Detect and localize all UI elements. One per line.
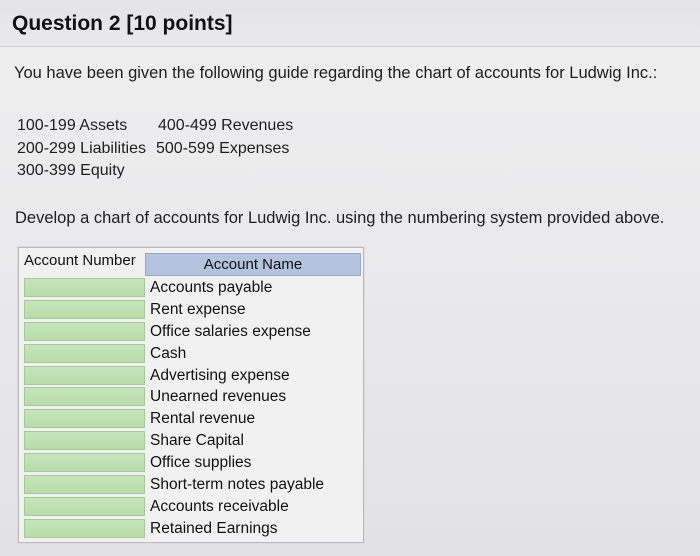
- table-row: [21, 408, 361, 430]
- table-row: [21, 343, 361, 365]
- account-name: Rental revenue: [150, 410, 256, 428]
- account-number-input[interactable]: [24, 300, 145, 319]
- account-name: Office supplies: [150, 454, 252, 472]
- table-row: [21, 430, 361, 452]
- range-expenses: 500-599 Expenses: [156, 139, 290, 157]
- table-row: [21, 321, 361, 343]
- header-account-name: Account Name: [145, 253, 361, 276]
- table-row: [21, 277, 361, 299]
- account-number-input[interactable]: [24, 409, 145, 428]
- account-number-input[interactable]: [24, 497, 145, 516]
- account-name: Retained Earnings: [150, 519, 278, 537]
- range-assets: 100-199 Assets: [17, 117, 128, 134]
- range-revenues: 400-499 Revenues: [158, 117, 294, 134]
- intro-text: You have been given the following guide regarding the chart of accounts for Ludwig Inc.:: [14, 64, 658, 82]
- account-number-input[interactable]: [24, 344, 145, 363]
- account-name: Rent expense: [150, 300, 246, 318]
- account-name: Advertising expense: [150, 366, 290, 384]
- account-number-input[interactable]: [24, 453, 145, 472]
- chart-of-accounts-table: [18, 247, 364, 543]
- question-header: [0, 0, 700, 47]
- table-row: [21, 386, 361, 408]
- account-number-input[interactable]: [24, 387, 145, 406]
- table-body: [21, 277, 361, 540]
- account-number-input[interactable]: [24, 278, 145, 297]
- question-title: Question 2 [10 points]: [12, 12, 233, 35]
- table-row: [21, 299, 361, 321]
- account-name: Short-term notes payable: [150, 476, 325, 494]
- account-number-input[interactable]: [24, 322, 145, 341]
- account-number-input[interactable]: [24, 475, 145, 494]
- header-account-number: Account Number: [24, 252, 136, 269]
- table-row: [21, 365, 361, 387]
- table-row: [21, 474, 361, 496]
- table-row: [21, 518, 361, 540]
- account-name: Accounts receivable: [150, 497, 289, 515]
- table-header: [21, 250, 361, 275]
- table-row: [21, 496, 361, 518]
- account-name: Office salaries expense: [150, 322, 311, 340]
- table-row: [21, 452, 361, 474]
- account-number-input[interactable]: [24, 366, 145, 385]
- account-name: Share Capital: [150, 432, 244, 450]
- account-name: Accounts payable: [150, 279, 273, 296]
- account-number-input[interactable]: [24, 431, 145, 450]
- range-liabilities: 200-299 Liabilities: [17, 139, 146, 157]
- account-number-input[interactable]: [24, 519, 145, 538]
- account-name: Cash: [150, 344, 187, 362]
- instruction-text: Develop a chart of accounts for Ludwig Inc. using the numbering system provided above.: [15, 209, 665, 227]
- range-equity: 300-399 Equity: [17, 162, 125, 179]
- account-name: Unearned revenues: [150, 388, 287, 406]
